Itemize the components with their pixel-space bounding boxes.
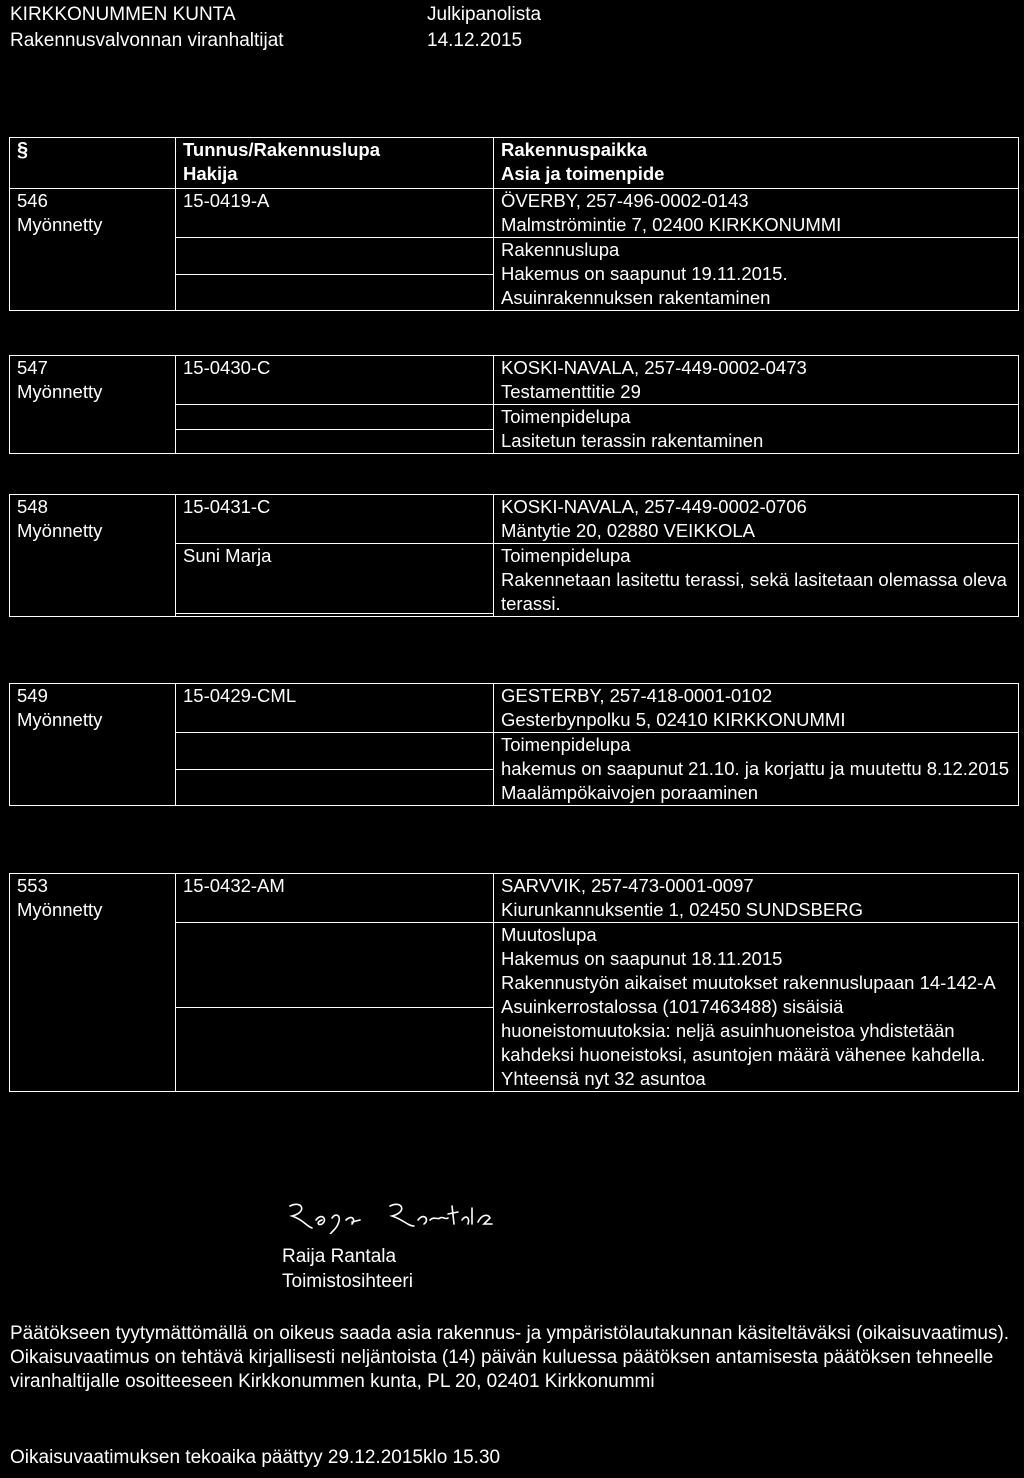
table-row (10, 356, 1019, 405)
site-cell: KOSKI-NAVALA, 257-449-0002-0706 Mäntytie 20, 02880 VEIKKOLA (494, 495, 1019, 544)
record-table-549 (9, 683, 1019, 806)
list-date: 14.12.2015 (427, 30, 523, 51)
action-cell: Muutoslupa Hakemus on saapunut 18.11.2015 Rakennustyön aikaiset muutokset rakennuslupaan 14-142-A Asuinkerrostalossa (1017463488) sisäisiä huoneistomuutoksia: neljä asuinhuoneistoa yhdistetään kahdeksi huoneistoksi, asuntojen määrä vähenee kahdella. Yhteensä nyt 32 asuntoa (494, 923, 1019, 1092)
action-cell: Toimenpidelupa Rakennetaan lasitettu terassi, sekä lasitetaan olemassa oleva terassi. (494, 544, 1019, 617)
permit-id: 15-0430-C (176, 356, 494, 405)
action-cell: Rakennuslupa Hakemus on saapunut 19.11.2015. Asuinrakennuksen rakentaminen (494, 238, 1019, 311)
permit-id: 15-0419-A (176, 189, 494, 238)
table-row (10, 495, 1019, 544)
record-number-cell: 548 Myönnetty (10, 495, 176, 617)
document-header-right (427, 2, 541, 54)
signer-title: Toimistosihteeri (282, 1271, 413, 1292)
applicant (176, 733, 494, 770)
col-header-site: Rakennuspaikka Asia ja toimenpide (494, 138, 1019, 189)
section-symbol: § (10, 138, 176, 189)
org-name: KIRKKONUMMEN KUNTA (10, 4, 236, 25)
col-header-permit: Tunnus/Rakennuslupa Hakija (176, 138, 494, 189)
document-header-left (10, 2, 284, 54)
list-title: Julkipanolista (427, 4, 542, 25)
record-table-546 (9, 137, 1019, 311)
applicant (176, 238, 494, 275)
applicant (176, 405, 494, 430)
permit-id: 15-0431-C (176, 495, 494, 544)
site-cell: GESTERBY, 257-418-0001-0102 Gesterbynpolku 5, 02410 KIRKKONUMMI (494, 684, 1019, 733)
applicant (176, 923, 494, 1008)
action-cell: Toimenpidelupa Lasitetun terassin rakentaminen (494, 405, 1019, 454)
handwritten-signature (282, 1198, 542, 1234)
applicant: Suni Marja (176, 544, 494, 614)
permit-id: 15-0429-CML (176, 684, 494, 733)
table-row (10, 874, 1019, 923)
signature-scribble-icon (282, 1198, 542, 1234)
appeal-note: Päätökseen tyytymättömällä on oikeus saada asia rakennus- ja ympäristölautakunnan käsiteltäväksi (oikaisuvaatimus). Oikaisuvaatimus on tehtävä kirjallisesti neljäntoista (14) päivän kuluessa päätöksen antamisesta päätöksen tehneelle viranhaltijalle osoitteeseen Kirkkonummen kunta, PL 20, 02401 Kirkkonummi (10, 1323, 1010, 1392)
signer-name: Raija Rantala (282, 1246, 397, 1267)
record-number-cell: 547 Myönnetty (10, 356, 176, 454)
appeal-deadline: Oikaisuvaatimuksen tekoaika päättyy 29.12.2015klo 15.30 (10, 1447, 501, 1468)
table-header-row (10, 138, 1019, 189)
permit-id: 15-0432-AM (176, 874, 494, 923)
record-number-cell: 553 Myönnetty (10, 874, 176, 1092)
site-cell: ÖVERBY, 257-496-0002-0143 Malmströmintie 7, 02400 KIRKKONUMMI (494, 189, 1019, 238)
record-table-548 (9, 494, 1019, 617)
record-table-553 (9, 873, 1019, 1092)
record-table-547 (9, 355, 1019, 454)
action-cell: Toimenpidelupa hakemus on saapunut 21.10. ja korjattu ja muutettu 8.12.2015 Maalämpökaivojen poraaminen (494, 733, 1019, 806)
table-row (10, 189, 1019, 238)
record-number-cell: 546 Myönnetty (10, 189, 176, 311)
site-cell: SARVVIK, 257-473-0001-0097 Kiurunkannuksentie 1, 02450 SUNDSBERG (494, 874, 1019, 923)
dept-name: Rakennusvalvonnan viranhaltijat (10, 30, 284, 51)
site-cell: KOSKI-NAVALA, 257-449-0002-0473 Testamenttitie 29 (494, 356, 1019, 405)
record-number-cell: 549 Myönnetty (10, 684, 176, 806)
table-row (10, 684, 1019, 733)
signer-block (282, 1244, 413, 1294)
